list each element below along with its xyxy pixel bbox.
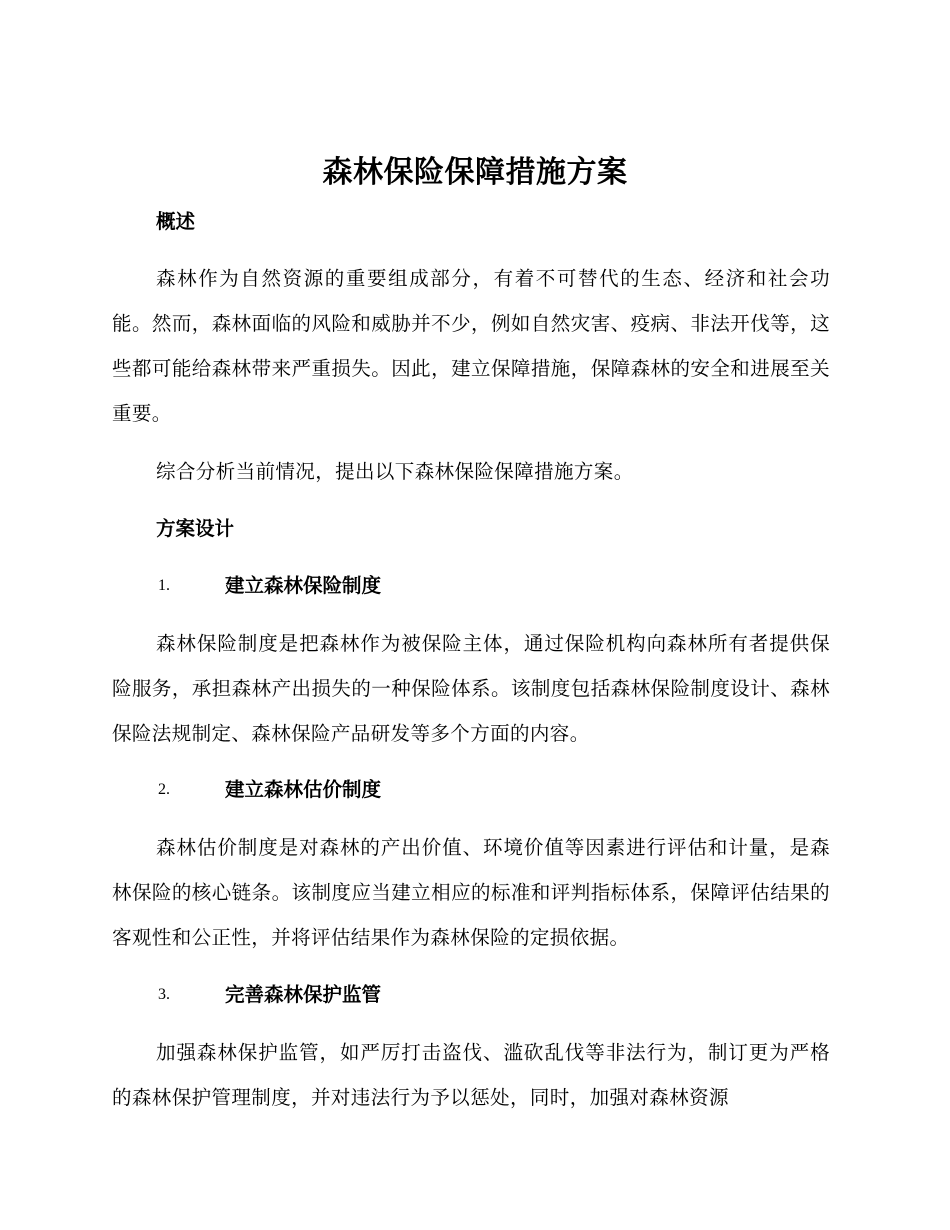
item-1-paragraph: 森林保险制度是把森林作为被保险主体，通过保险机构向森林所有者提供保险服务，承担森林产出损失的一种保险体系。该制度包括森林保险制度设计、森林保险法规制定、森林保险产品研发等多个方面的内容。 — [112, 632, 830, 745]
item-heading: 建立森林估价制度 — [225, 778, 382, 801]
item-number: 2. — [158, 781, 170, 798]
section-heading-design: 方案设计 — [156, 517, 235, 540]
overview-paragraph-2: 综合分析当前情况，提出以下森林保险保障措施方案。 — [156, 460, 634, 483]
document-title: 森林保险保障措施方案 — [322, 155, 628, 190]
item-2-paragraph: 森林估价制度是对森林的产出价值、环境价值等因素进行评估和计量，是森林保险的核心链条。该制度应当建立相应的标准和评判指标体系，保障评估结果的客观性和公正性，并将评估结果作为森林保险的定损依据。 — [112, 836, 830, 949]
item-3-paragraph: 加强森林保护监管，如严厉打击盗伐、滥砍乱伐等非法行为，制订更为严格的森林保护管理制度，并对违法行为予以惩处，同时，加强对森林资源 — [112, 1041, 830, 1109]
item-number: 1. — [158, 577, 170, 594]
item-heading: 完善森林保护监管 — [225, 983, 382, 1006]
section-heading-overview: 概述 — [156, 210, 196, 233]
item-heading: 建立森林保险制度 — [225, 574, 382, 597]
item-number: 3. — [158, 986, 170, 1003]
overview-paragraph-1: 森林作为自然资源的重要组成部分，有着不可替代的生态、经济和社会功能。然而，森林面临的风险和威胁并不少，例如自然灾害、疫病、非法开伐等，这些都可能给森林带来严重损失。因此，建立保障措施，保障森林的安全和进展至关重要。 — [112, 267, 830, 425]
